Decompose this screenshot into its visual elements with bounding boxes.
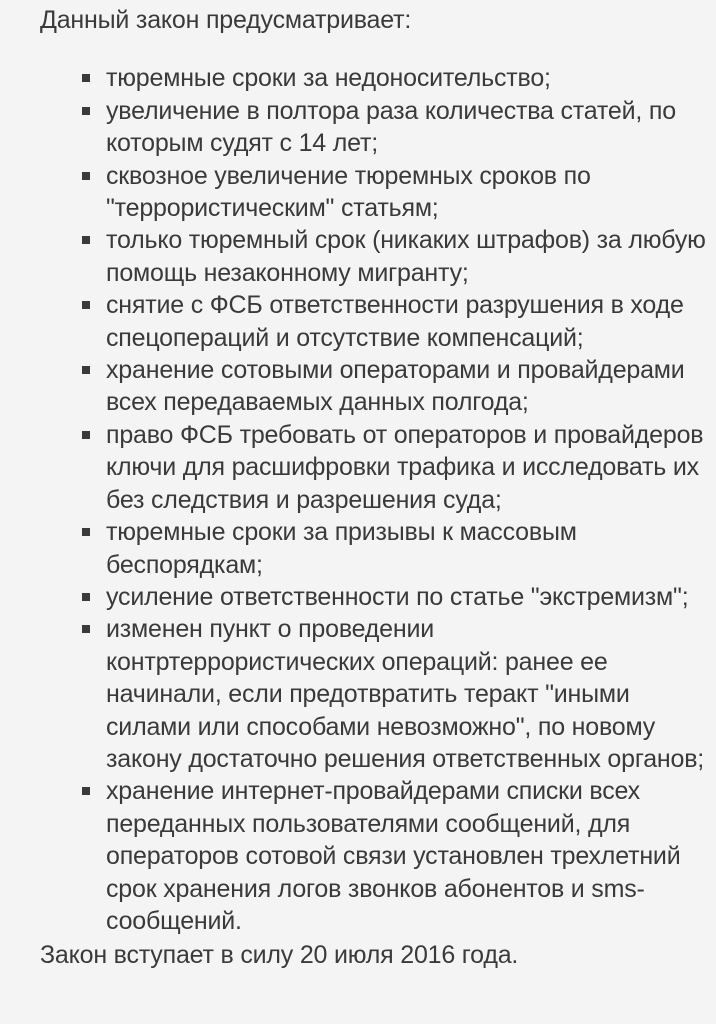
list-item xyxy=(40,95,708,160)
square-bullet-icon xyxy=(82,528,90,536)
square-bullet-icon xyxy=(82,301,90,309)
square-bullet-icon xyxy=(82,74,90,82)
list-item-text: хранение интернет-провайдерами списки всех переданных пользователями сообщений, для операторов сотовой связи установлен трехлетний срок хранения логов звонков абонентов и sms-сообщений. xyxy=(106,777,681,935)
list-item xyxy=(40,224,708,289)
square-bullet-icon xyxy=(82,172,90,180)
list-item xyxy=(40,289,708,354)
document-body xyxy=(40,4,708,972)
effective-date-text: Закон вступает в силу 20 июля 2016 года. xyxy=(40,941,519,970)
square-bullet-icon xyxy=(82,107,90,115)
list-item-text: снятие с ФСБ ответственности разрушения в ходе спецопераций и отсутствие компенсаций; xyxy=(106,291,684,352)
list-item-text: увеличение в полтора раза количества статей, по которым судят с 14 лет; xyxy=(106,96,676,158)
list-item-text: тюремные сроки за недоносительство; xyxy=(106,64,551,93)
list-item xyxy=(40,581,708,613)
list-item-text: право ФСБ требовать от операторов и провайдеров ключи для расшифровки трафика и исследовать их без следствия и разрешения суда; xyxy=(106,420,704,514)
list-item xyxy=(40,516,708,581)
square-bullet-icon xyxy=(82,236,90,244)
square-bullet-icon xyxy=(82,366,90,374)
list-item-text: только тюремный срок (никаких штрафов) за любую помощь незаконному мигранту; xyxy=(106,226,706,287)
list-item xyxy=(40,62,708,94)
list-item-text: изменен пункт о проведении контртеррористических операций: ранее ее начинали, если предотвратить теракт "иными силами или способами невозможно", по новому закону достаточно решения ответственных органов; xyxy=(106,615,705,773)
square-bullet-icon xyxy=(82,431,90,439)
list-item xyxy=(40,160,708,225)
list-item-text: тюремные сроки за призывы к массовым беспорядкам; xyxy=(106,518,577,579)
list-item-text: сквозное увеличение тюремных сроков по "террористическим" статьям; xyxy=(106,161,591,223)
square-bullet-icon xyxy=(82,625,90,633)
list-item xyxy=(40,613,708,775)
list-item-text: хранение сотовыми операторами и провайдерами всех передаваемых данных полгода; xyxy=(106,356,685,417)
list-item xyxy=(40,419,708,516)
list-item xyxy=(40,354,708,419)
square-bullet-icon xyxy=(82,787,90,795)
list-item xyxy=(40,775,708,937)
list-item-text: усиление ответственности по статье "экстремизм"; xyxy=(106,582,689,611)
intro-text: Данный закон предусматривает: xyxy=(40,6,412,34)
law-provisions-list xyxy=(40,62,708,937)
square-bullet-icon xyxy=(82,593,90,601)
